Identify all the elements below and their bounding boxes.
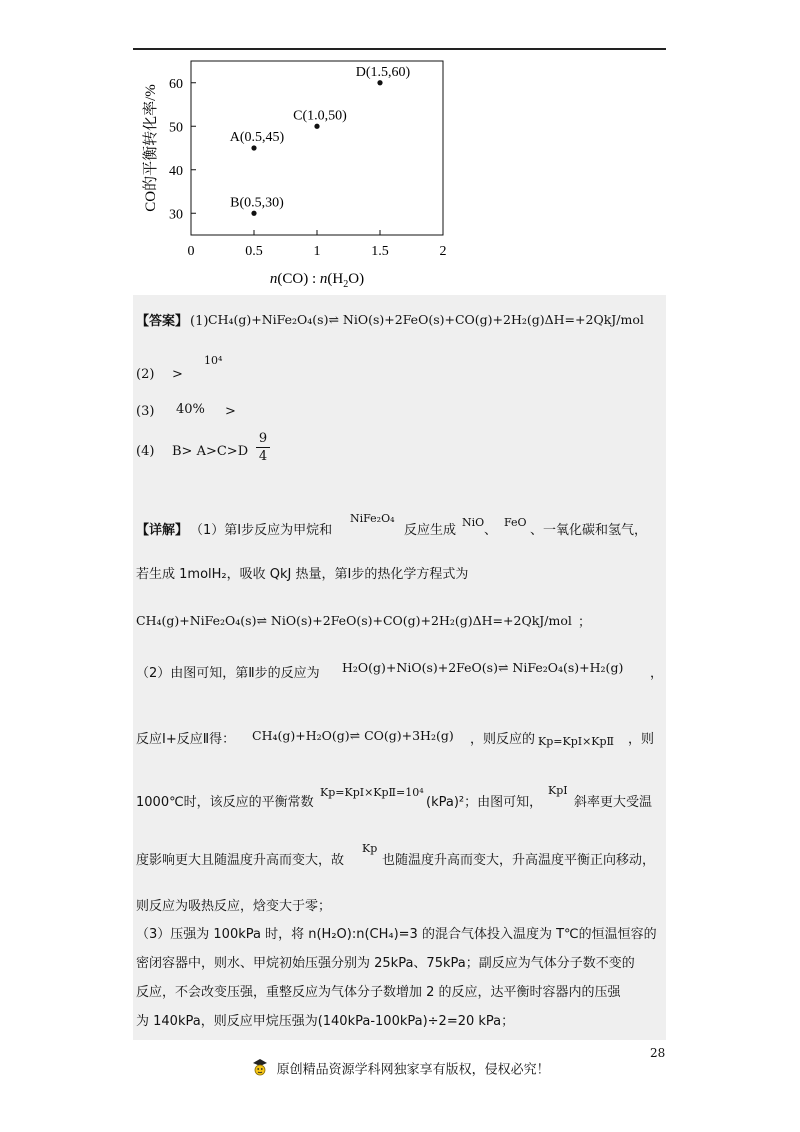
data-point (377, 80, 382, 85)
plot-frame (191, 61, 443, 235)
detail-line-1-sep: 、 (484, 523, 498, 538)
detail-line-1b: 反应生成 (404, 523, 457, 538)
detail-line-3-equation: CH₄(g)+NiFe₂O₄(s)⇌ NiO(s)+2FeO(s)+CO(g)+2H₂(g)ΔH=+2QkJ/mol (136, 613, 572, 628)
detail-line-1-chem: NiFe₂O₄ (350, 512, 395, 525)
detail-line-8: 则反应为吸热反应，焓变大于零； (136, 899, 332, 914)
detail-tag: 【详解】 (136, 523, 189, 538)
data-point-label: A(0.5,45) (229, 130, 285, 145)
data-point (314, 124, 319, 129)
fraction-numerator: 9 (258, 431, 268, 446)
detail-line-1c: 、一氧化碳和氢气， (530, 523, 648, 538)
detail-line-6b: (kPa)²；由图可知， (426, 795, 543, 810)
fraction-denominator: 4 (258, 449, 268, 464)
x-tick-label: 2 (439, 244, 447, 259)
copyright-note (0, 1058, 800, 1078)
answer-3-number: (3) (136, 404, 155, 419)
x-tick-label: 0 (187, 244, 195, 259)
answer-2-number: (2) (136, 367, 155, 382)
detail-line-1-nio: NiO (462, 516, 485, 529)
data-point (251, 145, 256, 150)
detail-line-2: 若生成 1molH₂，吸收 QkJ 热量，第Ⅰ步的热化学方程式为 (136, 567, 469, 582)
detail-line-6-k2: KpⅠ (548, 784, 568, 797)
y-tick-label: 40 (169, 163, 183, 179)
detail-line-1-feo: FeO (504, 516, 527, 529)
answer-3-value: 40% (176, 402, 205, 417)
x-tick-label: 0.5 (245, 244, 263, 259)
answer-2-value: 10⁴ (204, 354, 223, 367)
detail-line-6-k: Kp=KpⅠ×KpⅡ=10⁴ (320, 786, 424, 799)
copyright-text: 原创精品资源学科网独家享有版权，侵权必究！ (276, 1062, 550, 1078)
fraction-bar (256, 447, 270, 448)
detail-line-7a: 度影响更大且随温度升高而变大，故 (136, 853, 345, 868)
detail-line-10: 密闭容器中，则水、甲烷初始压强分别为 25kPa、75kPa；副反应为气体分子数不变的 (136, 956, 635, 971)
answer-1-equation: CH₄(g)+NiFe₂O₄(s)⇌ NiO(s)+2FeO(s)+CO(g)+2H₂(g)ΔH=+2QkJ/mol (208, 312, 644, 327)
y-tick-label: 50 (169, 120, 183, 136)
detail-line-5c: ，则 (628, 732, 655, 747)
scatter-chart (133, 55, 463, 295)
detail-line-4-equation: H₂O(g)+NiO(s)+2FeO(s)⇌ NiFe₂O₄(s)+H₂(g) (342, 660, 624, 675)
detail-line-5-equation: CH₄(g)+H₂O(g)⇌ CO(g)+3H₂(g) (252, 728, 454, 743)
detail-line-4a: （2）由图可知，第Ⅱ步的反应为 (136, 666, 320, 681)
detail-line-7b: 也随温度升高而变大，升高温度平衡正向移动， (382, 853, 656, 868)
detail-line-3-end: ； (578, 615, 592, 630)
detail-line-12: 为 140kPa，则反应甲烷压强为(140kPa-100kPa)÷2=20 kPa； (136, 1014, 515, 1029)
x-tick-label: 1 (313, 244, 321, 259)
x-axis-label: n(CO) : $n(H_2O)$ (269, 271, 365, 290)
detail-line-5-k: Kp=KpⅠ×KpⅡ (538, 735, 615, 748)
answer-2-symbol: > (172, 367, 183, 382)
detail-line-11: 反应，不会改变压强，重整反应为气体分子数增加 2 的反应，达平衡时容器内的压强 (136, 985, 621, 1000)
chart-svg (133, 55, 463, 295)
y-axis-label: CO的平衡转化率/% (143, 84, 159, 212)
y-tick-label: 60 (169, 76, 183, 92)
detail-line-6c: 斜率更大受温 (574, 795, 653, 810)
detail-line-6a: 1000℃时，该反应的平衡常数 (136, 795, 314, 810)
detail-line-5a: 反应Ⅰ+反应Ⅱ得： (136, 732, 236, 747)
page-number: 28 (650, 1046, 666, 1060)
detail-line-1a: （1）第Ⅰ步反应为甲烷和 (190, 523, 333, 538)
y-tick-label: 30 (169, 207, 183, 223)
header-rule (133, 48, 666, 50)
x-tick-label: 1.5 (371, 244, 389, 259)
detail-line-9: （3）压强为 100kPa 时，将 n(H₂O):n(CH₄)=3 的混合气体投入温度为 T℃的恒温恒容的 (136, 927, 657, 942)
answer-3-symbol: > (225, 404, 236, 419)
data-point-label: C(1.0,50) (293, 108, 347, 124)
data-point (251, 211, 256, 216)
answer-4-fraction (256, 431, 270, 464)
data-point-label: D(1.5,60) (355, 64, 411, 80)
detail-line-5b: ，则反应的 (470, 732, 536, 747)
detail-line-7-k: Kp (362, 842, 378, 855)
mascot-icon (250, 1058, 270, 1078)
answer-tag: 【答案】 (136, 314, 189, 329)
answer-4-order: B> A>C>D (172, 444, 249, 459)
data-point-label: B(0.5,30) (230, 195, 284, 211)
answer-4-number: (4) (136, 444, 155, 459)
answer-1-number: (1) (190, 314, 209, 329)
detail-line-4-end: ， (650, 666, 664, 681)
